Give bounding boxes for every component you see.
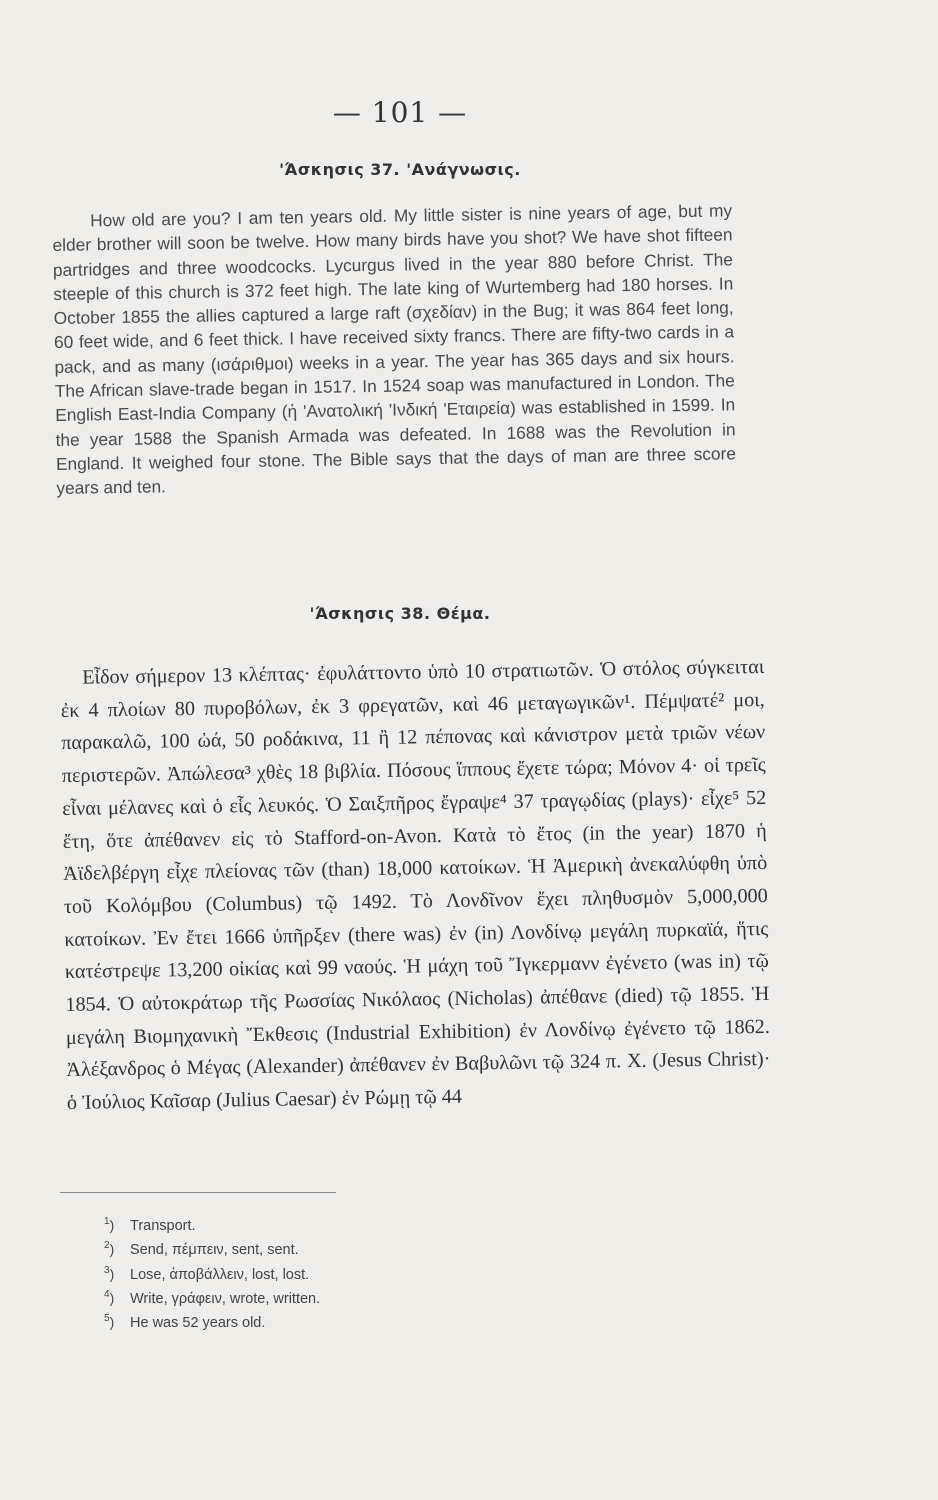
- footnote-text: Transport.: [130, 1217, 196, 1234]
- footnote-marker: $^1$): [104, 1216, 115, 1233]
- footnote-text: Write, γράφειν, wrote, written.: [130, 1290, 321, 1307]
- footnote-marker: $^2$): [104, 1240, 115, 1258]
- footnote-item: [104, 1261, 604, 1285]
- footnote-marker: $^4$): [104, 1288, 115, 1306]
- footnote-text: Send, πέμπειν, sent, sent.: [130, 1242, 299, 1259]
- exercise-37-heading-text: 'Άσκησις 37. 'Ανάγνωσις.: [279, 160, 521, 179]
- footnote-item: [104, 1212, 604, 1236]
- footnote-text: Lose, ἀποβάλλειν, lost, lost.: [130, 1266, 310, 1283]
- footnote-divider: [60, 1192, 336, 1193]
- footnote-text: He was 52 years old.: [130, 1315, 266, 1332]
- exercise-38-heading: [0, 604, 800, 623]
- footnotes-list: [104, 1212, 604, 1334]
- page-number: — 101 —: [332, 96, 468, 129]
- footnote-item: [104, 1236, 604, 1260]
- exercise-37-reading-text: How old are you? I am ten years old. My little sister is nine years of age, but my elder brother will soon be twelve. How many birds have you shot? We have shot fifteen partridges and three woodcocks. Lycurgus lived in the year 880 before Christ. The steeple of this church is 372 feet high. The late king of Wurtemberg had 180 horses. In October 1855 the allies captured a large raft (σχεδίαν) in the Bug; it was 864 feet long, 60 feet wide, and 6 feet thick. I have received sixty francs. There are fifty-two cards in a pack, and as many (ισάριθμοι) weeks in a year. The year has 365 days and six hours. The African slave-trade began in 1517. In 1524 soap was manufactured in London. The English East-India Company (ἡ 'Ανατολική 'Ινδική 'Εταιρεία) was established in 1599. In the year 1588 the Spanish Armada was defeated. In 1688 was the Revolution in England. It weighed four stone. The Bible says that the days of man are three score years and ten.: [52, 200, 737, 499]
- exercise-38-heading-text: 'Άσκησις 38. Θέμα.: [309, 604, 491, 623]
- exercise-38-translation-text: Εἶδον σήμερον 13 κλέπτας· ἐφυλάττοντο ὑπὸ 10 στρατιωτῶν. Ὁ στόλος σύγκειται ἐκ 4 πλοίων 80 πυροβόλων, ἐκ 3 φρεγατῶν, καὶ 46 μεταγωγικῶν¹. Πέμψατέ² μοι, παρακαλῶ, 100 ὠά, 50 ροδάκινα, 11 ἢ 12 πέπονας καὶ κάνιστρον μετὰ τριῶν νέων περιστερῶν. Ἀπώλεσα³ χθὲς 18 βιβλία. Πόσους ἵππους ἔχετε τώρα; Μόνον 4· οἱ τρεῖς εἶναι μέλανες καὶ ὁ εἷς λευκός. Ὁ Σαιξπῆρος ἔγραψε⁴ 37 τραγῳδίας (plays)· εἶχε⁵ 52 ἔτη, ὅτε ἀπέθανεν εἰς τὸ Stafford-on-Avon. Κατὰ τὸ ἔτος (in the year) 1870 ἡ Ἀϊδελβέργη εἶχε πλείονας τῶν (than) 18,000 κατοίκων. Ἡ Ἀμερικὴ ἀνεκαλύφθη ὑπὸ τοῦ Κολόμβου (Columbus) τῷ 1492. Τὸ Λονδῖνον ἔχει πληθυσμὸν 5,000,000 κατοίκων. Ἐν ἔτει 1666 ὑπῆρξεν (there was) ἐν (in) Λονδίνῳ μεγάλη πυρκαϊά, ἥτις κατέστρεψε 13,200 οἰκίας καὶ 99 ναούς. Ἡ μάχη τοῦ Ἴγκερμανν ἐγένετο (was in) τῷ 1854. Ὁ αὐτοκράτωρ τῆς Ρωσσίας Νικόλαος (Nicholas) ἀπέθανε (died) τῷ 1855. Ἡ μεγάλη Βιομηχανικὴ Ἔκθεσις (Industrial Exhibition) ἐν Λονδίνῳ ἐγένετο τῷ 1862. Ἀλέξανδρος ὁ Μέγας (Alexander) ἀπέθανεν ἐν Βαβυλῶνι τῷ 324 π. Χ. (Jesus Christ)· ὁ Ἰούλιος Καῖσαρ (Julius Caesar) ἐν Ρώμῃ τῷ 44: [60, 656, 771, 1115]
- footnote-marker: $^3$): [104, 1264, 115, 1282]
- footnote-item: [104, 1309, 604, 1333]
- footnote-marker: $^5$): [104, 1313, 115, 1331]
- exercise-37-heading: [0, 160, 800, 179]
- footnote-item: [104, 1285, 604, 1309]
